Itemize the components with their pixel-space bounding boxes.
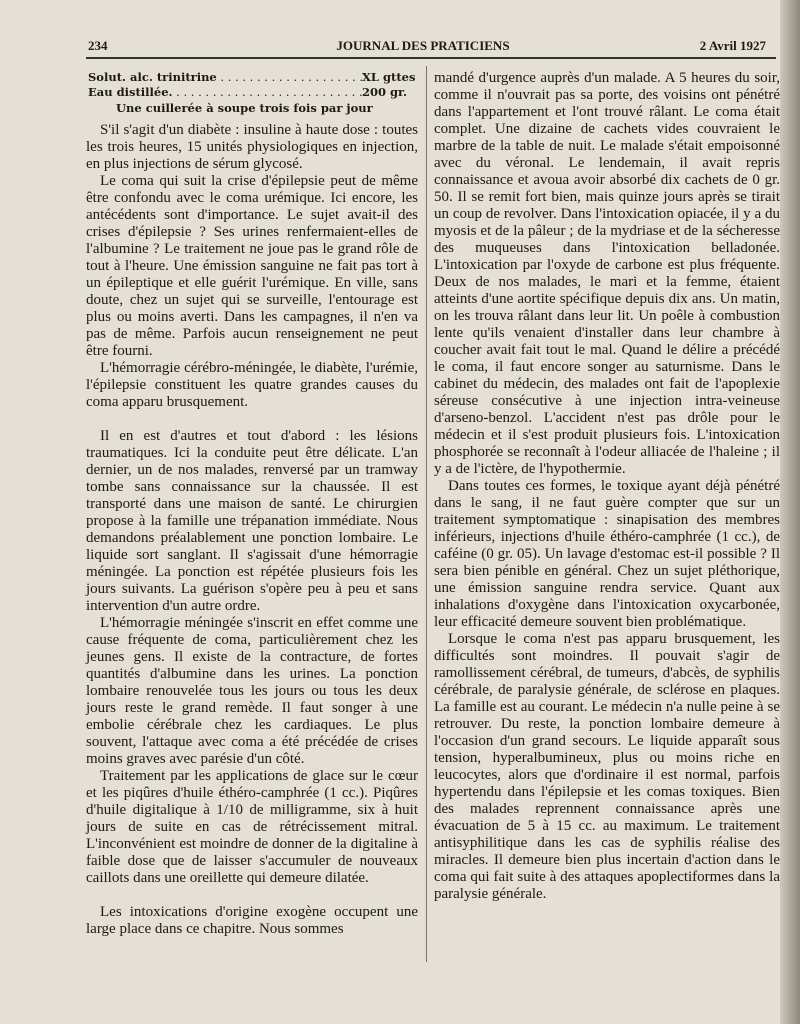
formula-quantity: XL gttes	[362, 70, 416, 84]
formula-row	[86, 85, 418, 100]
left-column	[86, 70, 418, 938]
page-number: 234	[88, 38, 108, 53]
body-paragraph: Il en est d'autres et tout d'abord : les lésions traumatiques. Ici la conduite peut être délicate. L'an dernier, un de nos malades, renversé par un tramway tombe sans connaissance sur la chaussée. Il est transporté dans une maison de santé. Le chirurgien propose à la famille une trépanation immédiate. Nous demandons préalablement une ponction lombaire. Le liquide sort sanglant. Il s'agissait d'une hémorragie méningée. La ponction est répétée plusieurs fois les jours suivants. La guérison s'opère peu à peu et sans intervention d'un autre ordre.	[86, 428, 418, 614]
paragraph-gap	[86, 411, 418, 428]
issue-date: 2 Avril 1927	[699, 38, 766, 53]
formula-ingredient: Solut. alc. trinitrine . . .	[88, 70, 362, 85]
journal-title: JOURNAL DES PRATICIENS	[336, 38, 510, 53]
formula-ingredient: Eau distillée. . . .	[88, 85, 362, 100]
page-binding-edge	[780, 0, 800, 1024]
body-paragraph: S'il s'agit d'un diabète : insuline à haute dose : toutes les trois heures, 15 unités physiologiques en injection, en plus injections de sérum glycosé.	[86, 122, 418, 172]
body-paragraph: L'hémorragie méningée s'inscrit en effet comme une cause fréquente de coma, particulièrement chez les jeunes gens. Il existe de la contracture, de fortes quantités d'albumine dans les urines. La ponction lombaire renouvelée tous les jours ou tous les deux jours reste le grand remède. Il faut songer à une embolie cérébrale chez les cardiaques. Le plus souvent, l'attaque avec coma a été précédée de crises moins graves avec parésie d'un côté.	[86, 615, 418, 767]
formula-quantity: 200 gr.	[362, 85, 408, 99]
header-rule	[86, 57, 776, 59]
body-paragraph: Les intoxications d'origine exogène occupent une large place dans ce chapitre. Nous sommes	[86, 904, 418, 937]
column-divider	[426, 66, 427, 962]
page-header	[0, 38, 800, 58]
body-paragraph: Lorsque le coma n'est pas apparu brusquement, les difficultés sont moindres. Il pouvait s'agir de ramollissement cérébral, de tumeurs, d'abcès, de syphilis cérébrale, de paralysie générale, de sclérose en plaques. La famille est au courant. Le médecin n'a nulle peine à se retrouver. Du reste, la ponction lombaire demeure à l'occasion d'un grand secours. Le liquide apparaît sous tension, hyperalbumineux, plus ou moins riche en leucocytes, alors que d'ordinaire il est normal, parfois hypertendu dans l'épilepsie et les comas toxiques. Bien des malades reprennent connaissance après une évacuation de 5 à 15 cc. au maximum. Le traitement antisyphilitique dans les cas de syphilis réalise des miracles. Il demeure bien plus incertain d'action dans le coma qui fait suite à des attaques apoplectiformes dans la paralysie générale.	[434, 631, 780, 902]
formula-instruction: Une cuillerée à soupe trois fois par jour	[116, 101, 373, 115]
body-paragraph: L'hémorragie cérébro-méningée, le diabète, l'urémie, l'épilepsie constituent les quatre grandes causes du coma apparu brusquement.	[86, 360, 418, 410]
body-paragraph: Traitement par les applications de glace sur le cœur et les piqûres d'huile éthéro-camphrée (1 cc.). Piqûres d'huile digitalique à 1/10 de milligramme, six à huit jours de suite en cas de rétrécissement mitral. L'inconvénient est moindre de donner de la digitaline à faible dose que de laisser s'accumuler de nouveaux caillots dans une oreillette qui demeure dilatée.	[86, 768, 418, 886]
right-column	[434, 70, 780, 903]
formula-row	[86, 70, 418, 85]
body-paragraph: Le coma qui suit la crise d'épilepsie peut de même être confondu avec le coma urémique. Ici encore, les antécédents sont d'importance. Le sujet avait-il des crises d'épilepsie ? Ses urines renfermaient-elles de l'albumine ? Le traitement ne joue pas le grand rôle de tout à l'heure. Une émission sanguine ne fait pas tort à un épileptique et elle guérit l'urémique. En ville, sans doute, chez un sujet qui se surveille, l'entourage est plus ou moins averti. Dans les campagnes, il n'en va pas de même. Parfois aucun renseignement ne peut être fourni.	[86, 173, 418, 359]
body-paragraph: mandé d'urgence auprès d'un malade. A 5 heures du soir, comme il n'ouvrait pas sa porte, des voisins ont pénétré dans l'appartement et l'ont trouvé râlant. Le coma était complet. Une dizaine de cachets vides couvraient le marbre de la table de nuit. Le malade s'était empoisonné avec du véronal. Le lendemain, il avait repris connaissance et avoua avoir absorbé dix cachets de 0 gr. 50. Il se remit fort bien, mais quinze jours après se tirait un coup de revolver. Dans l'intoxication opiacée, il y a du myosis et de la pâleur ; de la mydriase et de la sécheresse des muqueuses dans l'intoxication belladonée. L'intoxication par l'oxyde de carbone est plus fréquente. Deux de nos malades, le mari et la femme, étaient atteints d'une aortite spécifique depuis dix ans. Un matin, on les trouva râlant dans leur lit. Un poêle à combustion lente qu'ils venaient d'installer dans leur chambre à coucher avait fait tout le mal. Quand le délire a précédé le coma, il faut encore songer au saturnisme. Dans le cabinet du médecin, des malades ont fait de l'apoplexie séreuse consécutive à une injection intra-veineuse d'arseno-benzol. L'accident n'est pas drôle pour le médecin et il s'est produit plusieurs fois. L'intoxication phosphorée se reconnaît à l'odeur alliacée de l'haleine ; il y a de l'ictère, de l'hypothermie.	[434, 70, 780, 477]
body-paragraph: Dans toutes ces formes, le toxique ayant déjà pénétré dans le sang, il ne faut guère compter que sur un traitement symptomatique : sinapisation des membres inférieurs, injections d'huile éthéro-camphrée (1 cc.), de caféine (0 gr. 05). Un lavage d'estomac est-il possible ? Il sera bien pénible en général. Chez un sujet pléthorique, une émission sanguine rendra service. Quant aux inhalations d'oxygène dans l'intoxication oxycarbonée, leur efficacité demeure souvent bien problématique.	[434, 478, 780, 630]
paragraph-gap	[86, 887, 418, 904]
